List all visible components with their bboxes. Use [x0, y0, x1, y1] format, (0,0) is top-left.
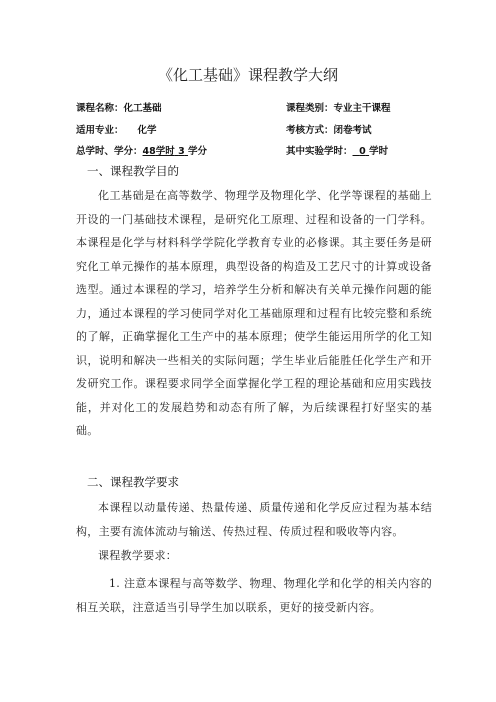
course-type: 课程类别：专业主干课程 [286, 103, 391, 114]
section-heading-2: 二、课程教学要求 [87, 475, 179, 489]
meta-row-2 [76, 122, 436, 136]
section-paragraph-1: 化工基础是在高等数学、物理学及物理化学、化学等课程的基础上开设的一门基础技术课程，是研究化工原理、过程和设备的一门学科。本课程是化学与材料科学学院化学教育专业的必修课。其主要任务是研究化工单元操作的基本原理，典型设备的构造及工艺尺寸的计算或设备选型。通过本课程的学习，培养学生分析和解决有关单元操作问题的能力，通过本课程的学习使同学对化工基础原理和过程有比较完整和系统的了解，正确掌握化工生产中的基本原理；使学生能运用所学的化工知识，说明和解决一些相关的实际问题；学生毕业后能胜任化学生产和开发研究工作。课程要求同学全面掌握化学工程的理论基础和应用实践技能，并对化工的发展趋势和动态有所了解，为后续课程打好坚实的基础。 [76, 189, 432, 437]
meta-row-1 [76, 100, 436, 114]
section-paragraph-2: 本课程以动量传递、热量传递、质量传递和化学反应过程为基本结构，主要有流体流动与输送、传热过程、传质过程和吸收等内容。 [76, 501, 432, 538]
meta-row-3 [76, 143, 436, 157]
section-heading-1: 一、课程教学目的 [87, 164, 179, 178]
exam-method: 考核方式：闭卷考试 [286, 125, 372, 136]
course-name: 课程名称：化工基础 [76, 103, 162, 114]
section-subheading: 课程教学要求： [98, 549, 178, 562]
requirement-item-1: 1. 注意本课程与高等数学、物理、物理化学和化学的相关内容的相互关联，注意适当引导学生加以联系，更好的接受新内容。 [76, 577, 432, 614]
major: 适用专业： 化学 [76, 125, 157, 136]
lab-hours: 其中实验学时： 0 学时 [286, 146, 389, 157]
hours-credits: 总学时、学分：48学时 3 学分 [76, 146, 208, 157]
page-title: 《化工基础》课程教学大纲 [157, 66, 338, 84]
